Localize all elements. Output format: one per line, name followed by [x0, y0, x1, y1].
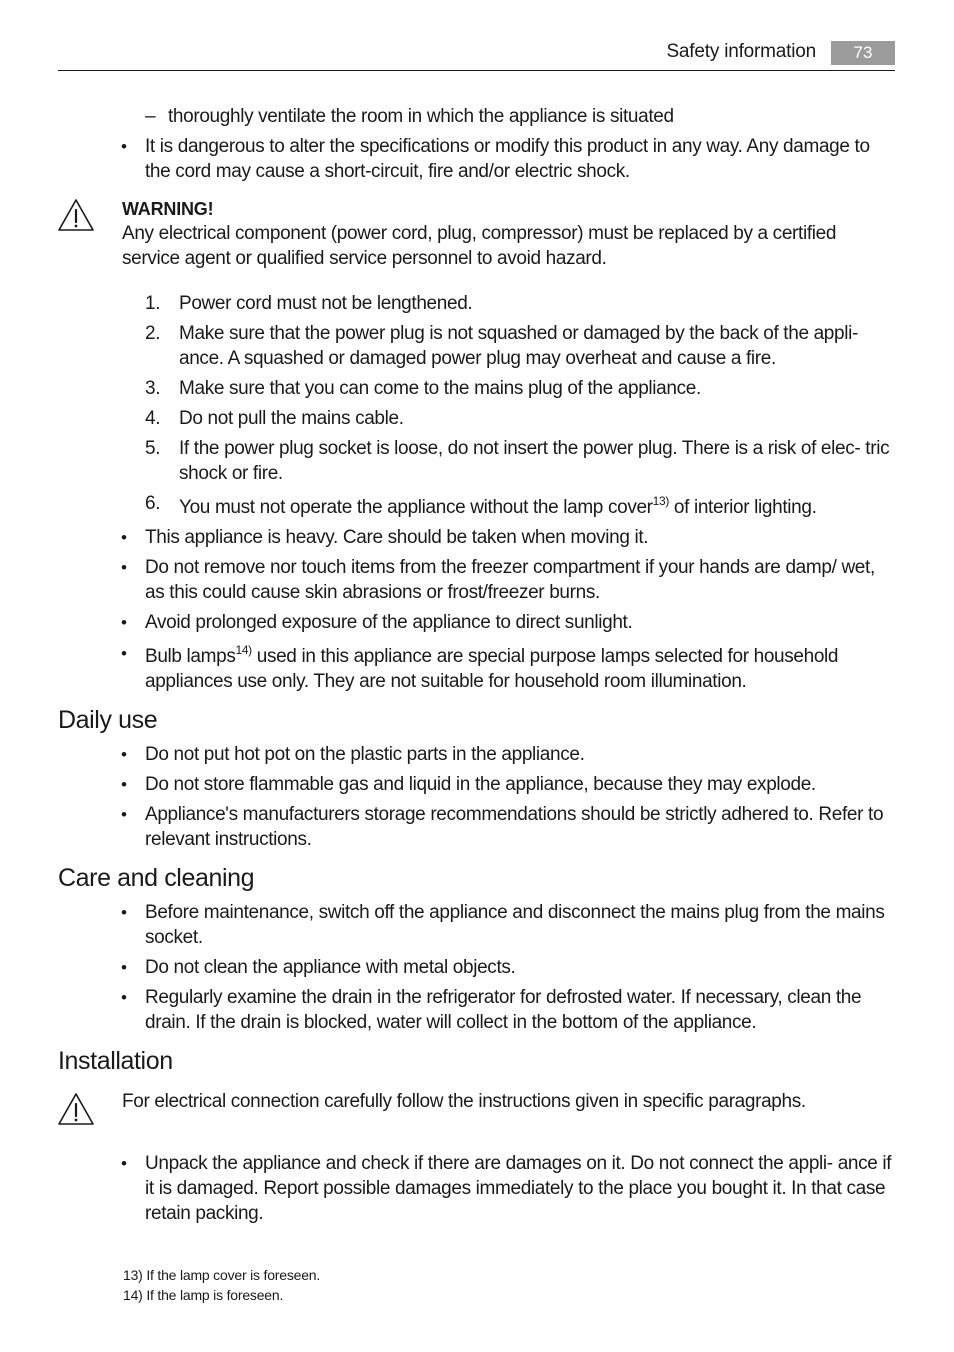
warning-triangle-icon [57, 1092, 95, 1126]
bullet-item [145, 644, 897, 694]
item-text: used in this appliance are special purpose lamps selected for household appliances use only. They are not suitable for household room illumination. [145, 646, 839, 692]
bullet-marker: • [121, 528, 127, 547]
numbered-item: Make sure that you can come to the mains plug of the appliance. [179, 378, 701, 399]
list-number: 4. [145, 408, 161, 429]
bullet-marker: • [121, 903, 127, 922]
footnote-ref: 13) [652, 494, 669, 508]
dash-marker: – [145, 106, 156, 127]
bullet-marker: • [121, 988, 127, 1007]
bullet-marker: • [121, 958, 127, 977]
warning-text: Any electrical component (power cord, plug, compressor) must be replaced by a certified service agent or qualified service personnel to avoid hazard. [122, 223, 837, 269]
bullet-marker: • [121, 775, 127, 794]
bullet-marker: • [121, 805, 127, 824]
header-section-title: Safety information [666, 41, 816, 62]
item-text: Bulb lamps [145, 646, 236, 667]
numbered-item: Power cord must not be lengthened. [179, 293, 473, 314]
list-number: 3. [145, 378, 161, 399]
bullet-item: It is dangerous to alter the specifications or modify this product in any way. Any damage to the cord may cause a short-circuit, fire and/or electric shock. [145, 136, 870, 182]
warning-triangle-icon [57, 198, 95, 232]
bullet-marker: • [121, 644, 127, 663]
dash-item: thoroughly ventilate the room in which the appliance is situated [168, 106, 674, 127]
bullet-item: Before maintenance, switch off the appliance and disconnect the mains plug from the mains socket. [145, 902, 885, 948]
bullet-item: Unpack the appliance and check if there are damages on it. Do not connect the appli- ance if it is damaged. Report possible damages immediately to the place you bought it. In that case retain packing. [145, 1153, 892, 1224]
warning-block [122, 197, 894, 271]
bullet-marker: • [121, 137, 127, 156]
bullet-item: Appliance's manufacturers storage recommendations should be strictly adhered to. Refer to relevant instructions. [145, 804, 884, 850]
numbered-item [179, 495, 897, 520]
installation-warning-text: For electrical connection carefully follow the instructions given in specific paragraphs. [122, 1091, 806, 1112]
bullet-marker: • [121, 745, 127, 764]
bullet-marker: • [121, 613, 127, 632]
warning-title: WARNING! [122, 199, 214, 219]
list-number: 6. [145, 493, 161, 514]
bullet-marker: • [121, 1154, 127, 1173]
footnote-13: 13) If the lamp cover is foreseen. [123, 1267, 321, 1283]
numbered-item: Do not pull the mains cable. [179, 408, 404, 429]
list-number: 1. [145, 293, 161, 314]
bullet-item: Avoid prolonged exposure of the appliance to direct sunlight. [145, 612, 633, 633]
numbered-item: If the power plug socket is loose, do not insert the power plug. There is a risk of elec- tric shock or fire. [179, 438, 890, 484]
bullet-item: Do not remove nor touch items from the freezer compartment if your hands are damp/ wet, as this could cause skin abrasions or frost/freezer burns. [145, 557, 875, 603]
item-text: You must not operate the appliance without the lamp cover [179, 497, 653, 518]
bullet-item: This appliance is heavy. Care should be taken when moving it. [145, 527, 649, 548]
heading-installation: Installation [58, 1047, 173, 1075]
page-number-badge: 73 [831, 41, 895, 65]
heading-care-and-cleaning: Care and cleaning [58, 864, 255, 892]
bullet-item: Do not put hot pot on the plastic parts in the appliance. [145, 744, 585, 765]
list-number: 5. [145, 438, 161, 459]
bullet-item: Regularly examine the drain in the refrigerator for defrosted water. If necessary, clean the drain. If the drain is blocked, water will collect in the bottom of the appliance. [145, 987, 862, 1033]
bullet-item: Do not clean the appliance with metal objects. [145, 957, 516, 978]
footnote-14: 14) If the lamp is foreseen. [123, 1287, 284, 1303]
footnote-ref: 14) [235, 643, 252, 657]
list-number: 2. [145, 323, 161, 344]
heading-daily-use: Daily use [58, 706, 158, 734]
numbered-item: Make sure that the power plug is not squashed or damaged by the back of the appli- ance. A squashed or damaged power plug may overheat and cause a fire. [179, 323, 858, 369]
header-rule [58, 70, 895, 71]
bullet-item: Do not store flammable gas and liquid in the appliance, because they may explode. [145, 774, 816, 795]
bullet-marker: • [121, 558, 127, 577]
item-text: of interior lighting. [668, 497, 817, 518]
